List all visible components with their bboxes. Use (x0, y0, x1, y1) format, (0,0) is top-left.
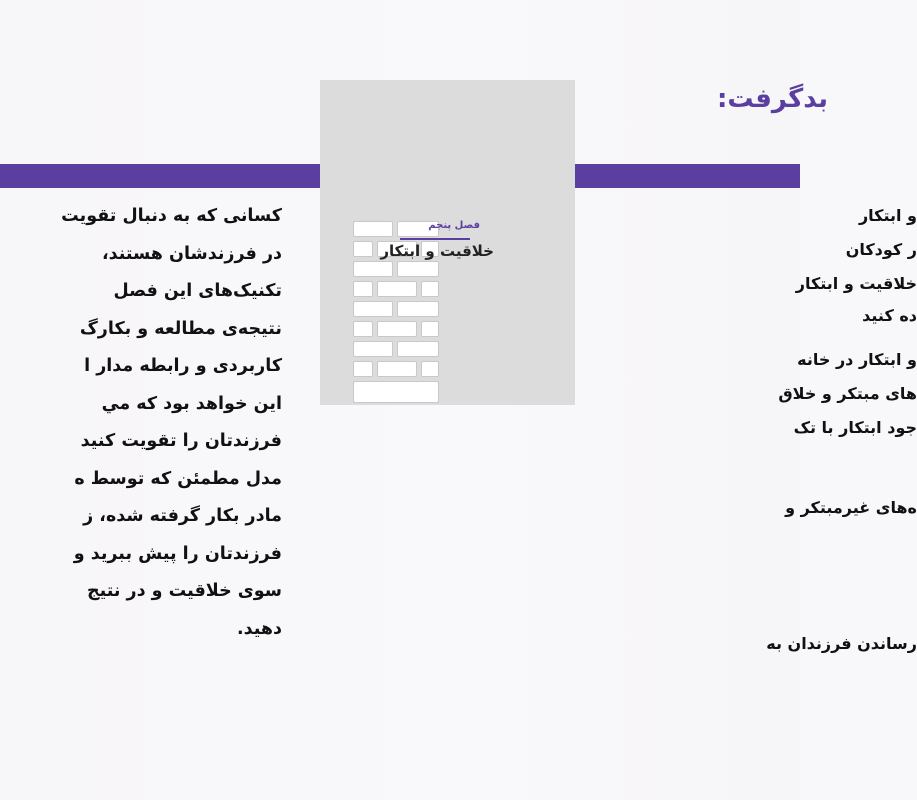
paragraph-line: کسانی که به دنبال تقویت (61, 206, 282, 226)
list-item: خلاقیت و ابتکار (795, 274, 917, 293)
book-chapter-label: فصل پنجم (428, 220, 480, 231)
accent-band-left (0, 164, 320, 188)
paragraph-line: کاربردی و رابطه مدار ا (84, 356, 282, 376)
paragraph-line: تکنیک‌های این فصل (113, 281, 282, 301)
book-cover-image (320, 80, 575, 405)
paragraph-line: سوی خلاقیت و در نتیج (86, 581, 282, 601)
paragraph-line: فرزندتان را تقویت کنید (80, 431, 282, 451)
left-text-column (0, 198, 290, 738)
paragraph-line: مدل مطمئن که توسط ه (74, 468, 282, 489)
paragraph-line: فرزندتان را پیش ببرید و (73, 543, 282, 564)
list-item: جود ابتکار با تک (793, 418, 917, 437)
list-item: های مبتکر و خلاق (778, 384, 917, 403)
list-item: رساندن فرزندان به (766, 634, 917, 653)
list-item: ده کنید (862, 306, 917, 325)
accent-band-right (575, 164, 800, 188)
paragraph-line: این خواهد بود که مي (101, 393, 282, 414)
list-item: و ابتکار در خانه (797, 350, 917, 369)
paragraph-line: نتیجه‌ی مطالعه و بکارگ (79, 318, 282, 339)
paragraph-line: در فرزندشان هستند، (101, 243, 282, 264)
paragraph-line: دهید. (236, 618, 282, 639)
list-item: ر کودکان (845, 240, 917, 259)
list-item: و ابتکار (858, 206, 917, 225)
paragraph-line: مادر بکار گرفته شده، ز (83, 506, 282, 526)
section-heading-text: بدگرفت: (716, 84, 828, 114)
section-heading (650, 84, 828, 124)
right-text-column (597, 198, 917, 718)
book-title: خلاقیت و ابتکار (380, 242, 494, 260)
list-item: ه‌های غیرمبتکر و (785, 498, 917, 517)
book-divider (400, 238, 470, 240)
left-paragraph (0, 198, 282, 648)
